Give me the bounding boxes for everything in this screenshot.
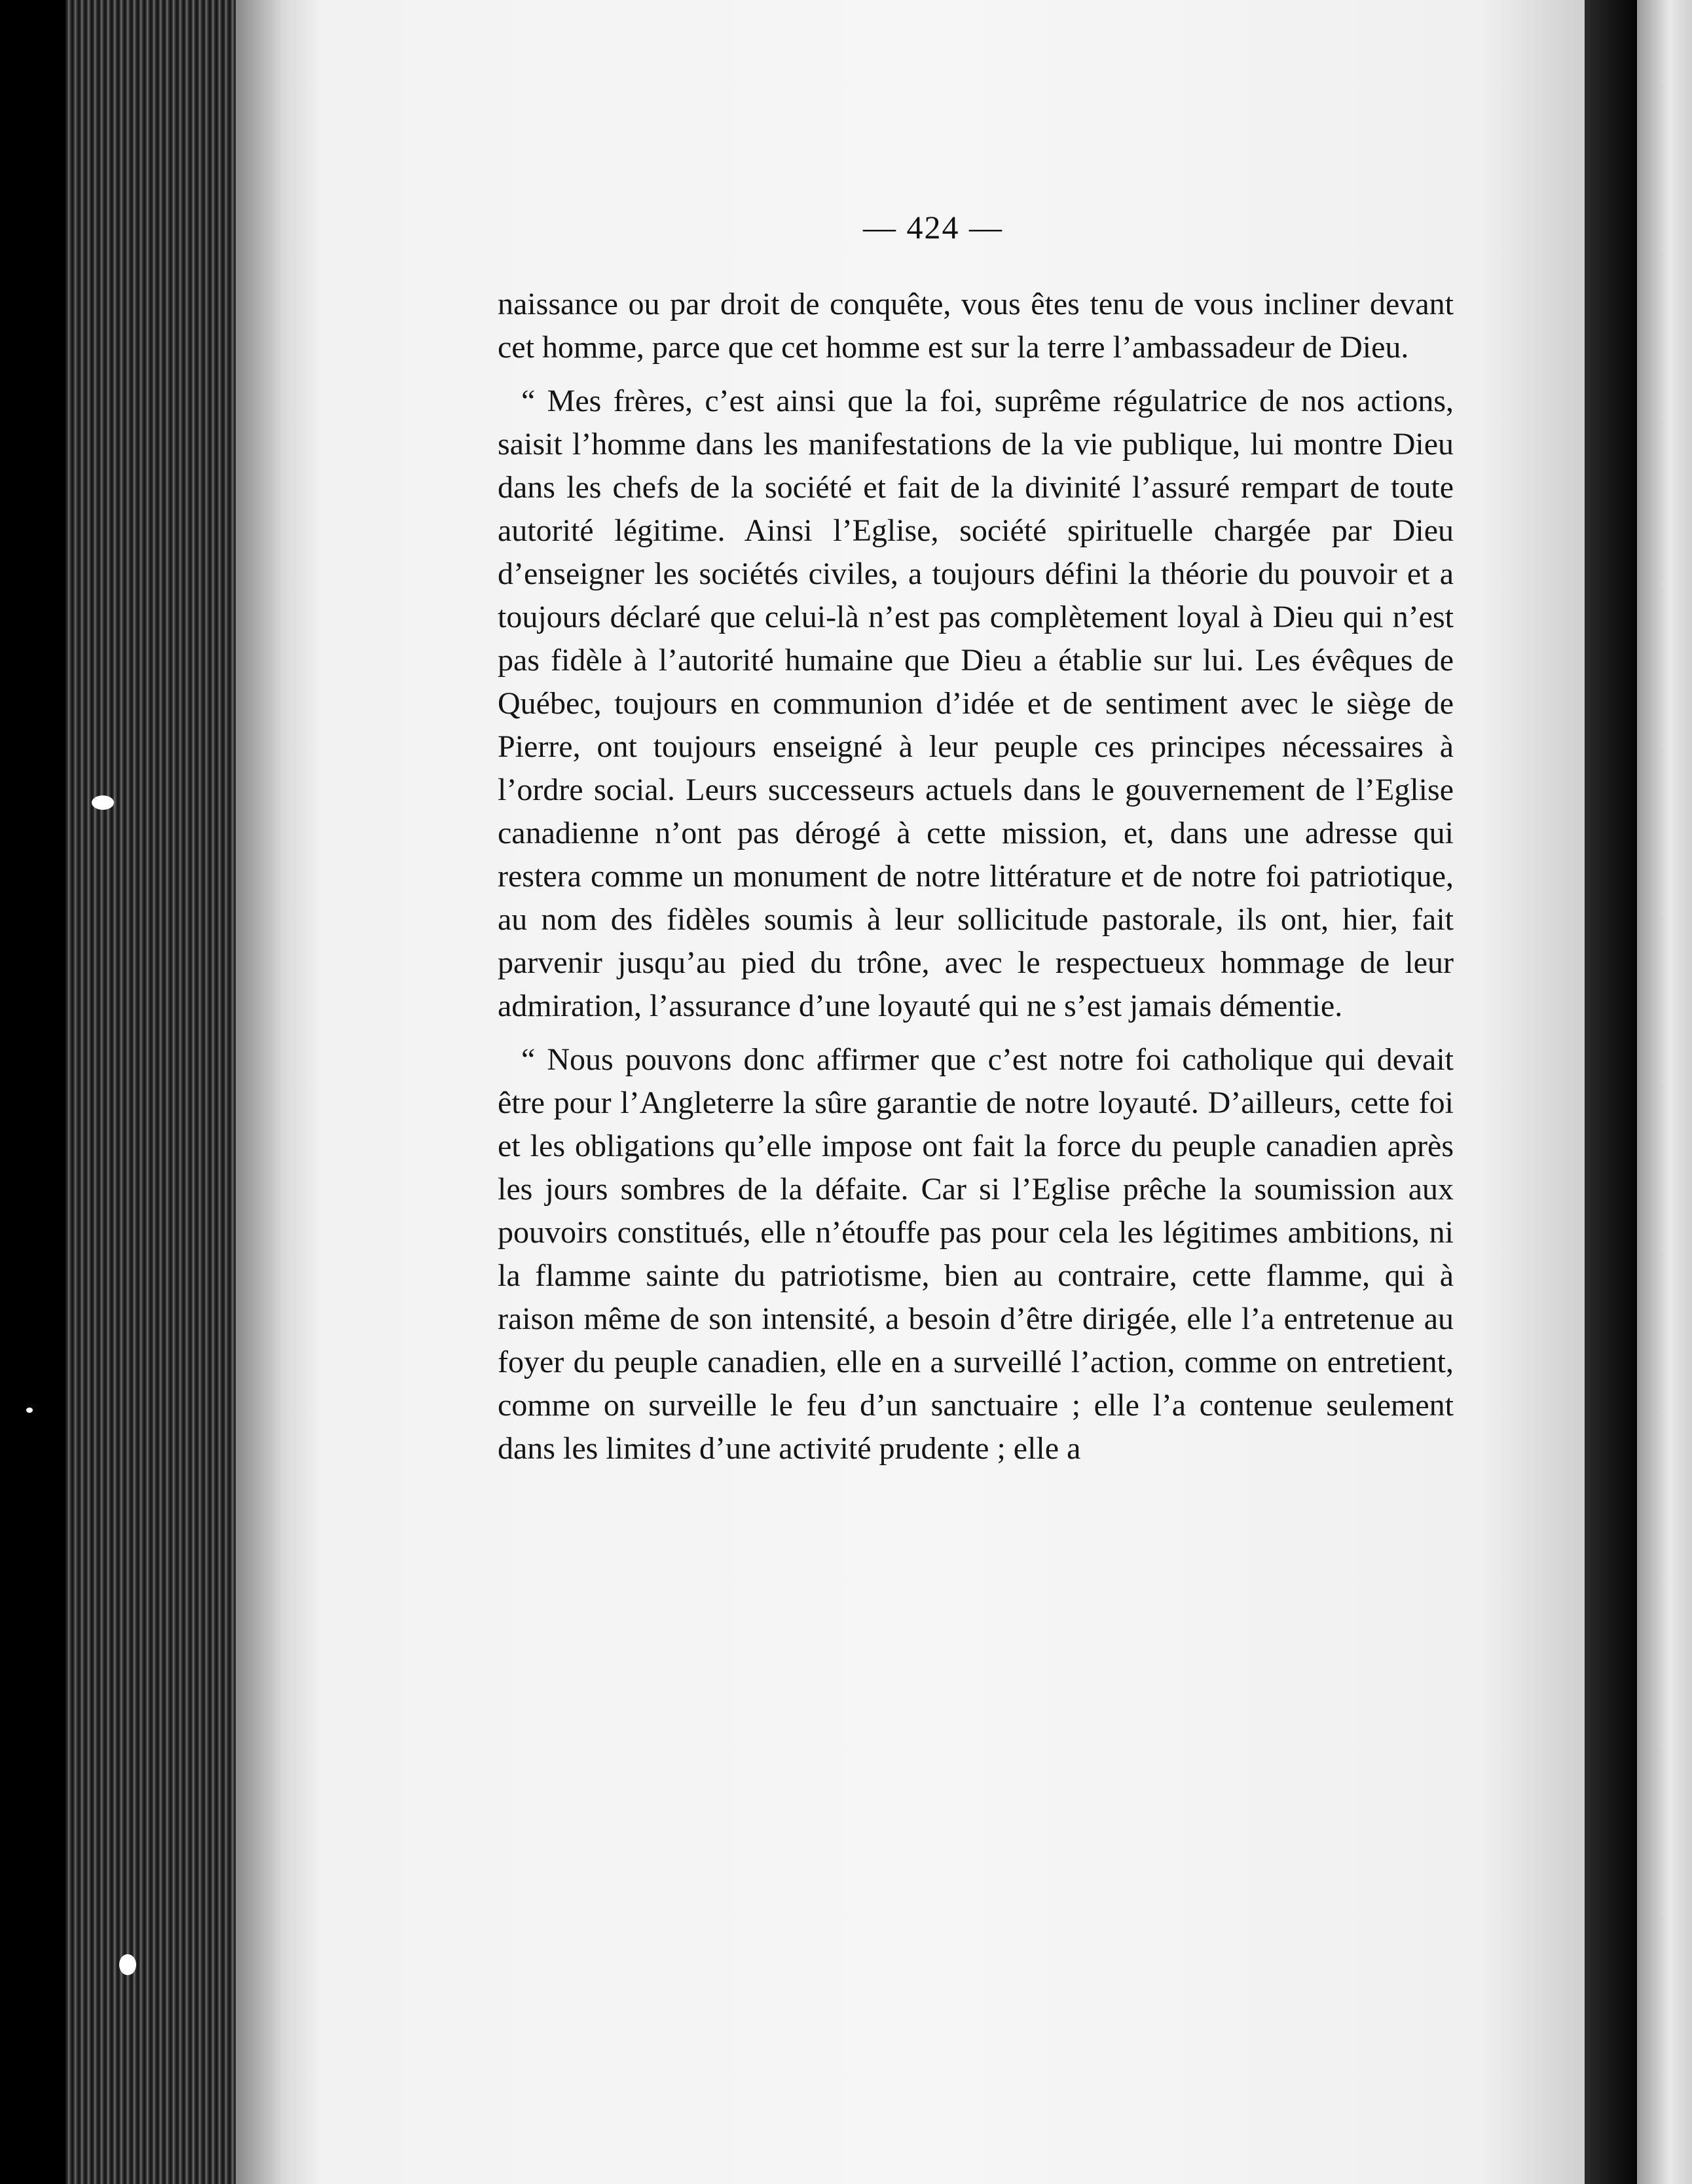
scan-speck (26, 1408, 33, 1413)
paragraph-3: “ Nous pouvons donc affirmer que c’est notre foi catholique qui devait être pour l’Angleterre la sûre garantie de notre loyauté. D’ailleurs, cette foi et les obligations qu’elle impose ont fait la force du peuple canadien après les jours sombres de la défaite. Car si l’Eglise prêche la soumission aux pouvoirs constitués, elle n’étouffe pas pour cela les légitimes ambitions, ni la flamme sainte du patriotisme, bien au contraire, cette flamme, qui à raison même de son intensité, a besoin d’être dirigée, elle l’a entretenue au foyer du peuple canadien, elle en a surveillé l’action, comme on entretient, comme on surveille le feu d’un sanctuaire ; elle l’a contenue seulement dans les limites d’une activité prudente ; elle a (498, 1042, 1454, 1466)
page-body-text (498, 283, 1454, 1481)
paragraph-1: naissance ou par droit de conquête, vous êtes tenu de vous incliner devant cet homme, parce que cet homme est sur la terre l’ambassadeur de Dieu. (498, 287, 1454, 365)
book-page-edges (65, 0, 282, 2184)
adjacent-page-edge (1637, 0, 1692, 2184)
page-number: — 424 — (863, 209, 1003, 246)
binding-gutter (1585, 0, 1637, 2184)
book-page (282, 0, 1585, 2184)
scan-speck (119, 1954, 136, 1975)
scan-speck (92, 795, 114, 810)
paragraph-2: “ Mes frères, c’est ainsi que la foi, suprême régulatrice de nos actions, saisit l’homme dans les manifestations de la vie publique, lui montre Dieu dans les chefs de la société et fait de la divinité l’assuré rempart de toute autorité légitime. Ainsi l’Eglise, société spirituelle chargée par Dieu d’enseigner les sociétés civiles, a toujours défini la théorie du pouvoir et a toujours déclaré que celui-là n’est pas complètement loyal à Dieu qui n’est pas fidèle à l’autorité humaine que Dieu a établie sur lui. Les évêques de Québec, toujours en communion d’idée et de sentiment avec le siège de Pierre, ont toujours enseigné à leur peuple ces principes nécessaires à l’ordre social. Leurs successeurs actuels dans le gouvernement de l’Eglise canadienne n’ont pas dérogé à cette mission, et, dans une adresse qui restera comme un monument de notre littérature et de notre foi patriotique, au nom des fidèles soumis à leur sollicitude pastorale, ils ont, hier, fait parvenir jusqu’au pied du trône, avec le respectueux hommage de leur admiration, l’assurance d’une loyauté qui ne s’est jamais démentie. (498, 384, 1454, 1023)
